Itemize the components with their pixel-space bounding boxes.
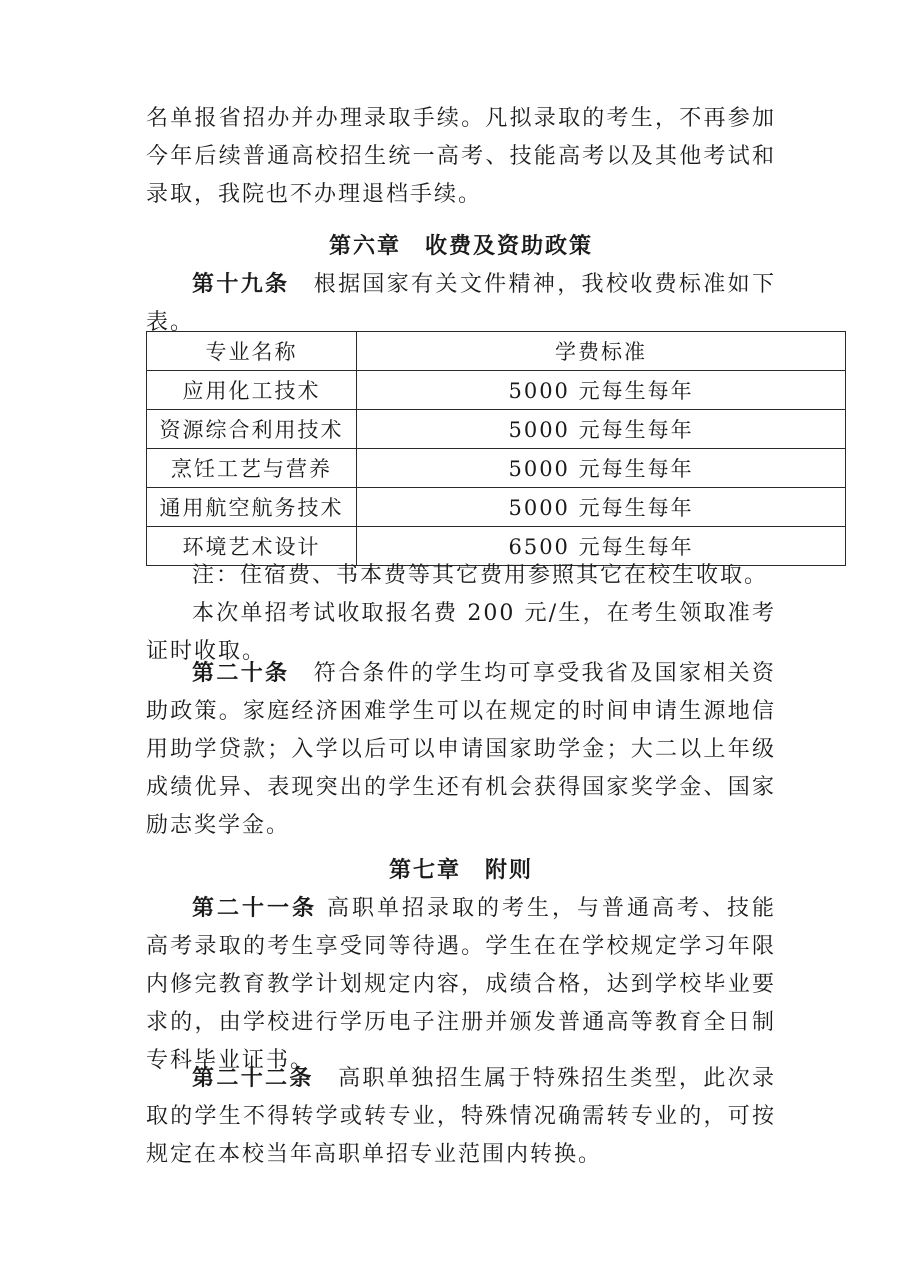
- article-21-label: 第二十一条: [192, 896, 317, 921]
- chapter-7-title: 第七章 附则: [388, 858, 533, 883]
- tuition-cell: 5000 元每生每年: [357, 371, 846, 410]
- chapter-6-title: 第六章 收费及资助政策: [328, 234, 593, 259]
- fee-note: 注：住宿费、书本费等其它费用参照其它在校生收取。: [192, 563, 769, 588]
- article-22-label: 第二十二条: [192, 1066, 314, 1091]
- tuition-cell: 5000 元每生每年: [357, 488, 846, 527]
- tuition-cell: 6500 元每生每年: [357, 527, 846, 566]
- article-20: [146, 655, 776, 845]
- article-21-text: 高职单招录取的考生，与普通高考、技能高考录取的考生享受同等待遇。学生在在学校规定学习年限内修完教育教学计划规定内容，成绩合格，达到学校毕业要求的，由学校进行学历电子注册并颁发普通高等教育全日制专科毕业证书。: [146, 896, 776, 1073]
- table-row: [147, 410, 846, 449]
- major-name-cell: 资源综合利用技术: [147, 410, 357, 449]
- major-name-cell: 通用航空航务技术: [147, 488, 357, 527]
- article-22: [146, 1060, 776, 1174]
- major-name-cell: 环境艺术设计: [147, 527, 357, 566]
- article-22-text: 高职单独招生属于特殊招生类型，此次录取的学生不得转学或转专业，特殊情况确需转专业的，可按规定在本校当年高职单招专业范围内转换。: [146, 1066, 776, 1167]
- tuition-cell: 5000 元每生每年: [357, 410, 846, 449]
- major-name-cell: 应用化工技术: [147, 371, 357, 410]
- article-19-text: 根据国家有关文件精神，我校收费标准如下表。: [146, 272, 776, 335]
- fee-table: [146, 331, 846, 566]
- article-19-label: 第十九条: [192, 272, 290, 297]
- table-row: [147, 488, 846, 527]
- article-20-text: 符合条件的学生均可享受我省及国家相关资助政策。家庭经济困难学生可以在规定的时间申请生源地信用助学贷款；入学以后可以申请国家助学金；大二以上年级成绩优异、表现突出的学生还有机会获得国家奖学金、国家励志奖学金。: [146, 661, 776, 838]
- table-row: [147, 449, 846, 488]
- tuition-cell: 5000 元每生每年: [357, 449, 846, 488]
- header-tuition: 学费标准: [357, 332, 846, 371]
- registration-fee-paragraph: 本次单招考试收取报名费 200 元/生，在考生领取准考证时收取。: [146, 601, 776, 664]
- header-major-name: 专业名称: [147, 332, 357, 371]
- major-name-cell: 烹饪工艺与营养: [147, 449, 357, 488]
- admission-paragraph: 名单报省招办并办理录取手续。凡拟录取的考生，不再参加今年后续普通高校招生统一高考、技能高考以及其他考试和录取，我院也不办理退档手续。: [146, 106, 776, 207]
- table-row: [147, 371, 846, 410]
- article-20-label: 第二十条: [192, 661, 290, 686]
- fee-table-header-row: [147, 332, 846, 371]
- article-21: [146, 890, 776, 1080]
